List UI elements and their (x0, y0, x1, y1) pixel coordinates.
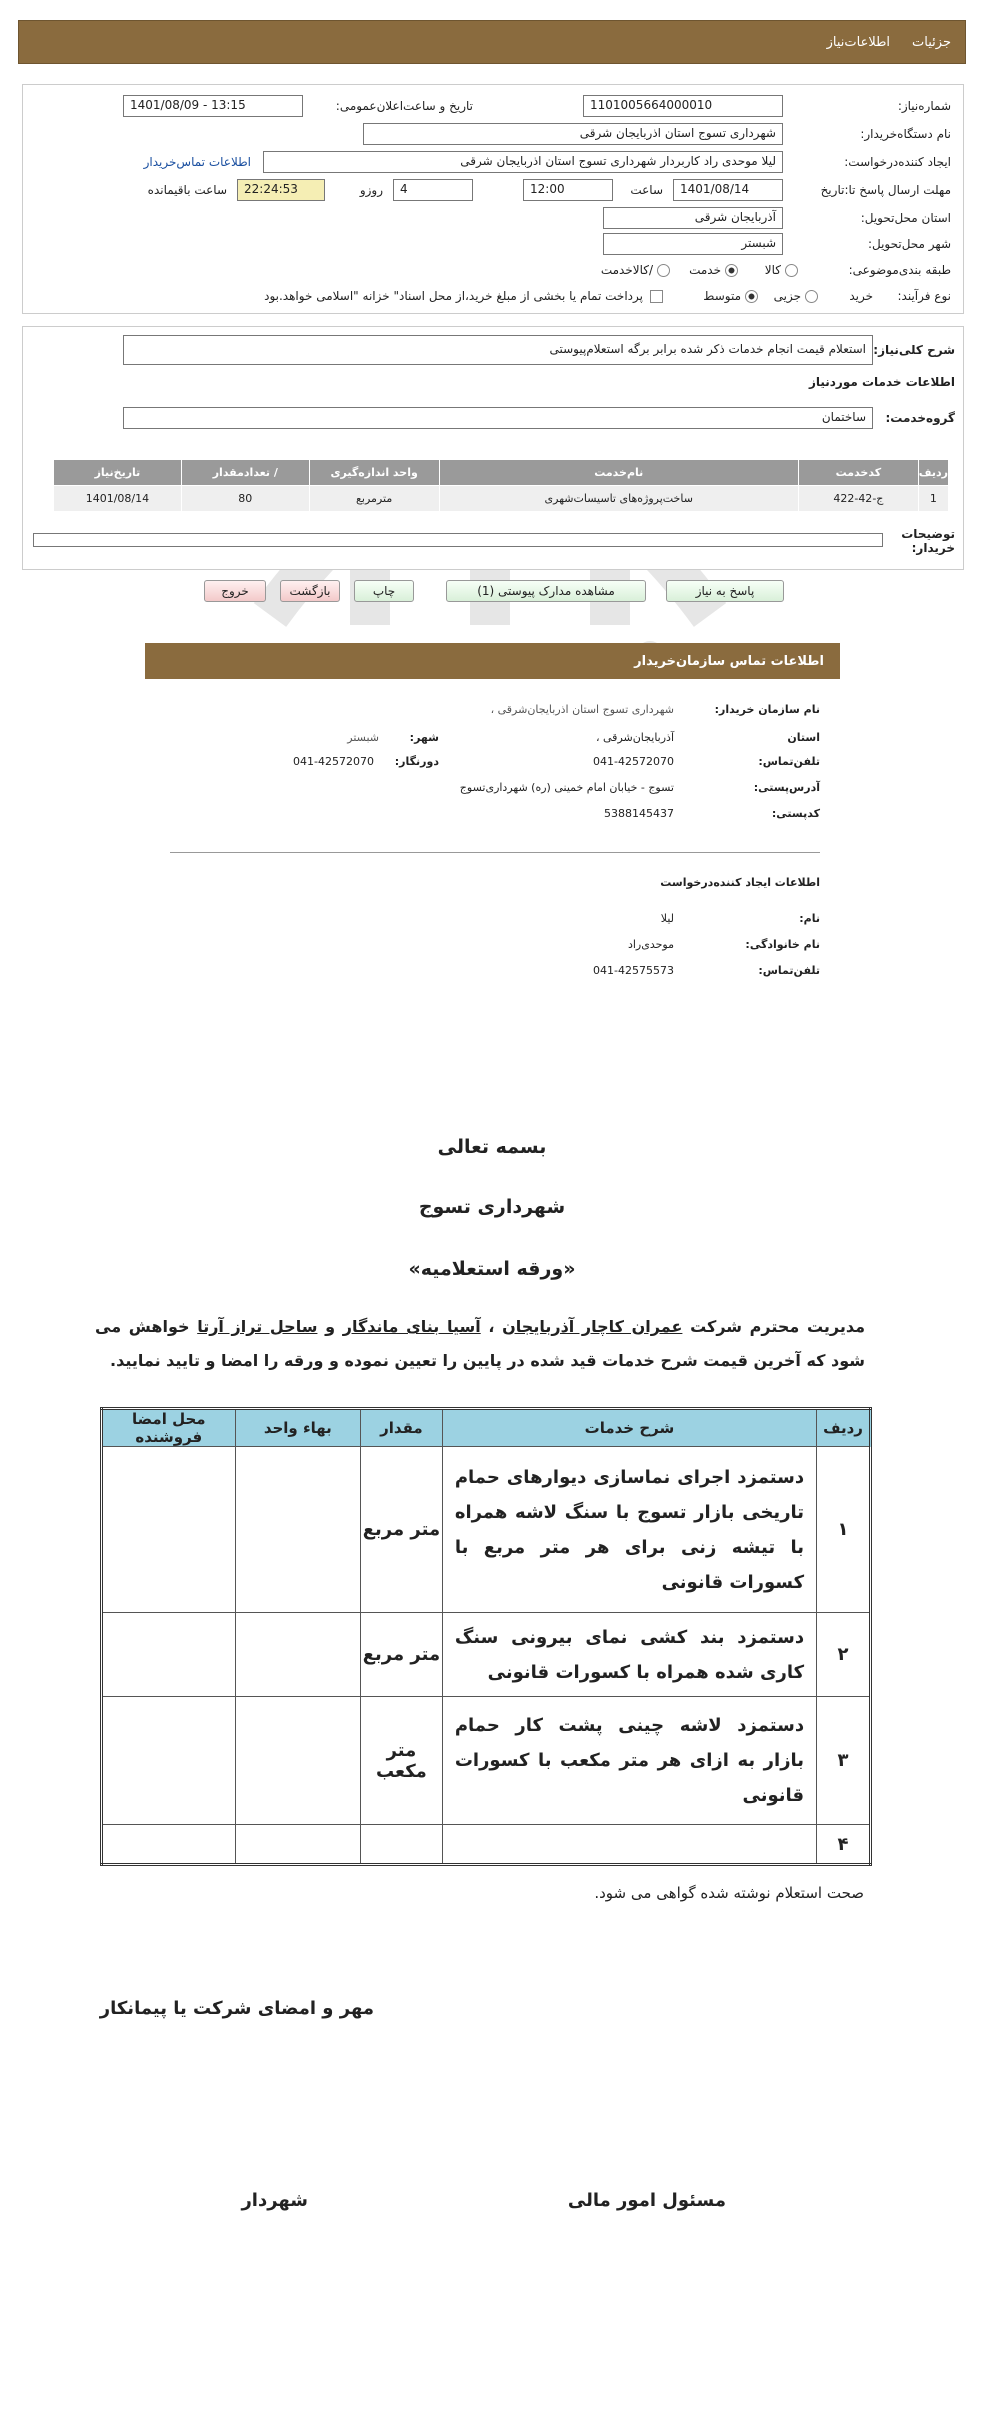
doc-cell-price[interactable] (235, 1447, 360, 1613)
doc-cell-desc (442, 1825, 816, 1865)
group-label: گروه‌خدمت: (885, 411, 955, 425)
contact-divider (170, 852, 820, 853)
category-service-label: خدمت (689, 263, 721, 277)
announce-field: 1401/08/09 - 13:15 (123, 95, 303, 117)
category-service-radio[interactable] (725, 264, 738, 277)
contact-title: اطلاعات تماس سازمان‌خریدار (634, 653, 824, 669)
days-field: 4 (393, 179, 473, 201)
deadline-time-field: 12:00 (523, 179, 613, 201)
need-info-panel (22, 84, 964, 314)
creator-phone-value: 041-42575573 (593, 964, 674, 977)
inquiry-header-row (102, 1409, 871, 1447)
province-field: آذربایجان شرقی (603, 207, 783, 229)
creator-phone-label: تلفن‌تماس: (758, 964, 820, 977)
doc-th-row: ردیف (817, 1409, 871, 1447)
intro-end: خواهش می شود که آخرین قیمت شرح خدمات قید شده در پایین را تعیین نموده و ورقه را امضا و تایید نمایید. (95, 1317, 865, 1370)
doc-cell-row: ۱ (817, 1447, 871, 1613)
doc-basmala: بسمه تعالی (437, 1136, 547, 1158)
doc-cell-sign[interactable] (102, 1447, 236, 1613)
exit-button[interactable]: خروج (204, 580, 266, 602)
doc-cell-sign[interactable] (102, 1825, 236, 1865)
announce-label: تاریخ و ساعت‌اعلان‌عمومی: (335, 99, 473, 113)
creator-name-label: نام: (799, 912, 820, 925)
services-header-row (54, 460, 949, 486)
contact-province-value: آذربایجان‌شرقی ، (595, 731, 674, 744)
doc-cell-unit (361, 1825, 443, 1865)
services-title: اطلاعات خدمات موردنیاز (808, 375, 955, 389)
treasury-payment-note: پرداخت تمام یا بخشی از مبلغ خرید،از محل اسناد" خزانه "اسلامی خواهد.بود (264, 289, 643, 303)
province-label: استان محل‌تحویل: (860, 211, 951, 225)
category-both-radio[interactable] (657, 264, 670, 277)
doc-th-qty: مقدار (361, 1409, 443, 1447)
doc-stamp-label: مهر و امضای شرکت یا پیمانکار (99, 1998, 374, 2019)
nav-need-info[interactable]: اطلاعات‌نیاز (826, 34, 891, 50)
company-2: آسیا بنای ماندگار (342, 1317, 481, 1336)
org-label: نام سازمان خریدار: (714, 703, 820, 716)
process-buy-label: خرید (849, 289, 873, 303)
back-button[interactable]: بازگشت (280, 580, 340, 602)
table-row (102, 1697, 871, 1825)
table-row (102, 1613, 871, 1697)
creator-label: ایجاد کننده‌درخواست: (844, 155, 951, 169)
postal-value: 5388145437 (604, 807, 674, 820)
reply-button[interactable]: پاسخ به نیاز (666, 580, 784, 602)
address-label: آدرس‌پستی: (753, 781, 820, 794)
doc-cell-row: ۴ (817, 1825, 871, 1865)
group-field: ساختمان (123, 407, 873, 429)
buyer-contact-link[interactable]: اطلاعات تماس‌خریدار (143, 155, 251, 169)
doc-cell-desc: دستمزد بند کشی نمای بیرونی سنگ کاری شده همراه با کسورات قانونی (442, 1613, 816, 1697)
process-small-label: جزیی (773, 289, 801, 303)
doc-cell-sign[interactable] (102, 1613, 236, 1697)
creator-info-title: اطلاعات ایجاد کننده‌درخواست (660, 876, 820, 889)
buyer-notes-label: توضیحات خریدار: (901, 527, 955, 555)
cell-code: ج-42-422 (798, 486, 918, 512)
buyer-notes-field (33, 533, 883, 547)
treasury-payment-checkbox[interactable] (650, 290, 663, 303)
need-number-label: شماره‌نیاز: (897, 99, 951, 113)
summary-field: استعلام قیمت انجام خدمات ذکر شده برابر برگه استعلام‌پیوستی (123, 335, 873, 365)
doc-finance-label: مسئول امور مالی (567, 2190, 726, 2211)
org-value: شهرداری تسوج استان اذربایجان‌شرقی ، (490, 703, 674, 716)
doc-cell-sign[interactable] (102, 1697, 236, 1825)
process-medium-label: متوسط (703, 289, 741, 303)
cell-qty: 80 (181, 486, 309, 512)
deadline-date-field: 1401/08/14 (673, 179, 783, 201)
company-3: ساحل تراز آرتا (197, 1317, 318, 1336)
doc-org: شهرداری تسوج (418, 1196, 566, 1218)
fax-label: دورنگار: (394, 755, 439, 768)
doc-mayor-label: شهردار (241, 2190, 308, 2211)
th-code: کدخدمت (798, 460, 918, 486)
postal-label: کدپستی: (771, 807, 820, 820)
category-label: طبقه بندی‌موضوعی: (848, 263, 951, 277)
th-name: نام‌خدمت (439, 460, 798, 486)
contact-city-label: شهر: (409, 731, 439, 744)
th-qty: / تعدادمقدار (181, 460, 309, 486)
fax-value: 041-42572070 (293, 755, 374, 768)
table-row (102, 1825, 871, 1865)
nav-details[interactable]: جزئیات (912, 34, 951, 50)
attachments-button[interactable]: مشاهده مدارک پیوستی (1) (446, 580, 646, 602)
city-label: شهر محل‌تحویل: (867, 237, 951, 251)
contact-city-value: شبستر (347, 731, 379, 744)
remaining-label: ساعت باقیمانده (147, 183, 227, 197)
contact-province-label: استان (787, 731, 820, 744)
phone-value: 041-42572070 (593, 755, 674, 768)
th-date: تاریخ‌نیاز (54, 460, 182, 486)
doc-th-sign: محل امضا فروشنده (102, 1409, 236, 1447)
deadline-time-label: ساعت (630, 183, 663, 197)
doc-cell-price[interactable] (235, 1697, 360, 1825)
intro-sep-1: ، (488, 1317, 495, 1336)
address-value: تسوج - خیابان امام خمینی (ره) شهرداری‌تسوج (459, 781, 674, 794)
top-nav-bar (18, 20, 966, 64)
company-1: عمران کاچار آذربایجان (502, 1317, 683, 1336)
table-row (54, 486, 949, 512)
services-table (53, 459, 949, 512)
cell-row: 1 (918, 486, 948, 512)
cell-name: ساخت‌پروژه‌های تاسیسات‌شهری (439, 486, 798, 512)
th-unit: واحد اندازه‌گیری (309, 460, 439, 486)
doc-cell-price[interactable] (235, 1613, 360, 1697)
doc-cell-unit: متر مربع (361, 1613, 443, 1697)
category-goods-label: کالا (764, 263, 781, 277)
doc-cell-row: ۲ (817, 1613, 871, 1697)
inquiry-table (100, 1407, 872, 1866)
days-label: روزو (359, 183, 383, 197)
doc-cell-row: ۳ (817, 1697, 871, 1825)
buyer-field: شهرداری تسوج استان اذربایجان شرقی (363, 123, 783, 145)
doc-cell-unit: متر مکعب (361, 1697, 443, 1825)
phone-label: تلفن‌تماس: (758, 755, 820, 768)
intro-start: مدیریت محترم شرکت (690, 1317, 866, 1336)
th-row: ردیف (918, 460, 948, 486)
creator-name-value: لیلا (660, 912, 674, 925)
print-button[interactable]: چاپ (354, 580, 414, 602)
doc-cell-desc: دستمزد لاشه چینی پشت کار حمام بازار به ازای هر متر مکعب با کسورات قانونی (442, 1697, 816, 1825)
creator-field: لیلا موحدی راد کاربردار شهرداری تسوج استان اذربایجان شرقی (263, 151, 783, 173)
doc-cell-price[interactable] (235, 1825, 360, 1865)
doc-certify: صحت استعلام نوشته شده گواهی می شود. (594, 1884, 864, 1902)
doc-cell-unit: متر مربع (361, 1447, 443, 1613)
summary-panel (22, 326, 964, 570)
doc-cell-desc: دستمزد اجرای نماسازی دیوارهای حمام تاریخی بازار تسوج با سنگ لاشه همراه با تیشه زنی برای هر متر مربع با کسورات قانونی (442, 1447, 816, 1613)
need-number-field: 1101005664000010 (583, 95, 783, 117)
doc-intro (95, 1310, 865, 1378)
intro-sep-2: و (325, 1317, 336, 1336)
contact-title-bar (145, 643, 840, 679)
doc-th-desc: شرح خدمات (442, 1409, 816, 1447)
category-goods-radio[interactable] (785, 264, 798, 277)
remaining-time-field: 22:24:53 (237, 179, 325, 201)
deadline-label: مهلت ارسال پاسخ تا:تاریخ (820, 183, 951, 197)
process-medium-radio[interactable] (745, 290, 758, 303)
city-field: شبستر (603, 233, 783, 255)
category-both-label: /کالاخدمت (600, 263, 653, 277)
process-label: نوع فرآیند: (897, 289, 951, 303)
doc-th-price: بهاء واحد (235, 1409, 360, 1447)
creator-family-value: موحدی‌راد (627, 938, 674, 951)
buyer-label: نام دستگاه‌خریدار: (860, 127, 951, 141)
doc-title: «ورقه استعلامیه» (408, 1258, 576, 1280)
creator-family-label: نام خانوادگی: (745, 938, 820, 951)
process-small-radio[interactable] (805, 290, 818, 303)
cell-date: 1401/08/14 (54, 486, 182, 512)
summary-label: شرح کلی‌نیاز: (873, 343, 955, 357)
table-row (102, 1447, 871, 1613)
cell-unit: مترمربع (309, 486, 439, 512)
